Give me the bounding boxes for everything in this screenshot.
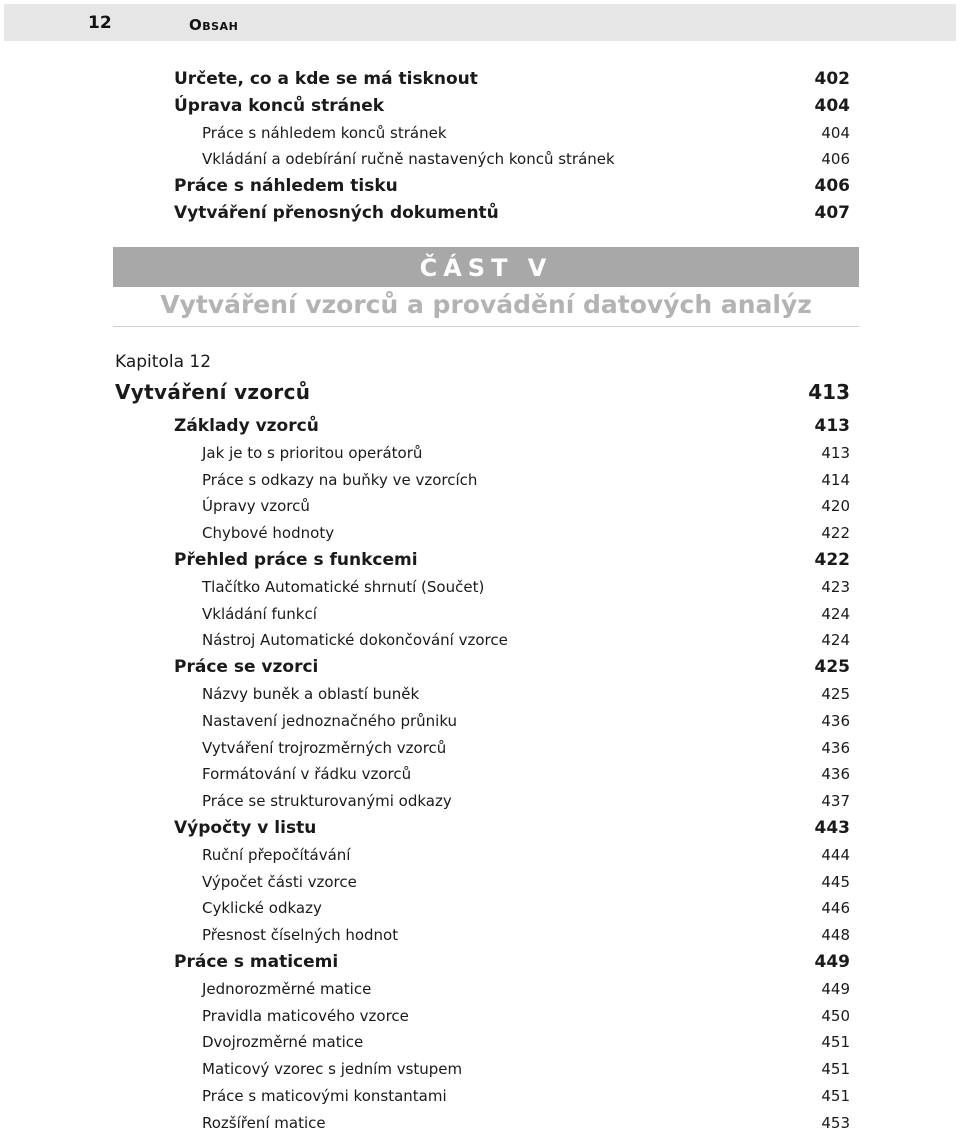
toc-entry-page: 406 (814, 176, 850, 197)
toc-entry (0, 575, 960, 601)
chapter-title: Vytváření vzorců (115, 380, 311, 404)
toc-entry-title: Úprava konců stránek (174, 95, 385, 116)
toc-entry-title: Výpočet části vzorce (202, 872, 357, 891)
toc-entry-page: 423 (821, 577, 850, 596)
toc-entry-page: 424 (821, 631, 850, 650)
toc-entry-title: Práce s náhledem tisku (174, 176, 398, 197)
toc-entry-title: Vkládání a odebírání ručně nastavených konců stránek (202, 150, 615, 169)
toc-entry-page: 446 (821, 899, 850, 918)
toc-entry-title: Vytváření přenosných dokumentů (174, 203, 499, 223)
toc-entry-page: 422 (814, 550, 850, 570)
toc-entry (0, 950, 960, 976)
toc-entry-title: Nástroj Automatické dokončování vzorce (202, 631, 508, 650)
toc-entry (0, 709, 960, 735)
toc-entry (0, 1111, 960, 1137)
toc-entry (0, 870, 960, 896)
toc-entry-title: Přehled práce s funkcemi (174, 550, 418, 570)
toc-entry-page: 443 (814, 818, 850, 838)
toc-entry (0, 1084, 960, 1110)
toc-entry-page: 414 (821, 470, 850, 489)
toc-entry (0, 1030, 960, 1056)
chapter-label: Kapitola 12 (115, 352, 212, 372)
toc-entry (0, 147, 960, 173)
toc-entry-page: 404 (814, 95, 850, 116)
toc-entry-title: Práce s maticovými konstantami (202, 1087, 447, 1105)
toc-entry (0, 816, 960, 842)
part-label: ČÁST V (419, 254, 553, 282)
toc-entry (0, 414, 960, 440)
toc-entry-title: Jak je to s prioritou operátorů (202, 443, 423, 462)
toc-entry-page: 407 (814, 203, 850, 223)
toc-entry-page: 451 (821, 1033, 850, 1052)
toc-entry-page: 425 (821, 685, 850, 703)
toc-entry (0, 1057, 960, 1083)
toc-entry-title: Ruční přepočítávání (202, 845, 351, 864)
toc-entry-page: 413 (821, 443, 850, 462)
toc-entry-page: 437 (821, 792, 850, 811)
toc-entry-page: 449 (814, 952, 850, 972)
toc-entry (0, 1004, 960, 1030)
toc-entry-title: Určete, co a kde se má tisknout (174, 69, 478, 89)
toc-entry (0, 628, 960, 654)
toc-entry-title: Práce s maticemi (174, 952, 339, 972)
toc-entry (0, 977, 960, 1003)
toc-entry (0, 762, 960, 788)
toc-entry-title: Maticový vzorec s jedním vstupem (202, 1060, 463, 1079)
toc-entry-page: 451 (821, 1087, 850, 1105)
toc-entry-page: 402 (814, 69, 850, 89)
toc-entry-title: Formátování v řádku vzorců (202, 765, 412, 784)
toc-entry-page: 436 (821, 738, 850, 757)
toc-entry-page: 424 (821, 604, 850, 623)
page-header (4, 4, 956, 41)
toc-entry-title: Práce se vzorci (174, 657, 319, 678)
toc-entry (0, 655, 960, 681)
toc-entry-title: Cyklické odkazy (202, 899, 322, 918)
toc-entry (0, 94, 960, 120)
toc-entry-title: Přesnost číselných hodnot (202, 926, 399, 945)
toc-entry-title: Vytváření trojrozměrných vzorců (202, 738, 447, 757)
toc-entry-page: 453 (821, 1113, 850, 1132)
toc-entry (0, 441, 960, 467)
toc-entry (0, 923, 960, 949)
toc-entry-title: Práce s náhledem konců stránek (202, 123, 447, 142)
toc-entry-page: 450 (821, 1006, 850, 1025)
toc-entry-page: 444 (821, 845, 850, 864)
toc-entry-title: Práce se strukturovanými odkazy (202, 792, 452, 811)
toc-entry (0, 736, 960, 762)
header-title: Obsah (189, 16, 239, 34)
toc-entry-page: 422 (821, 524, 850, 543)
toc-entry-page: 404 (821, 123, 850, 142)
toc-entry (0, 468, 960, 494)
toc-entry-page: 420 (821, 497, 850, 516)
toc-entry-page: 406 (821, 150, 850, 169)
toc-entry (0, 121, 960, 147)
toc-entry (0, 896, 960, 922)
toc-entry-title: Vkládání funkcí (202, 604, 317, 623)
toc-entry-page: 449 (821, 979, 850, 998)
toc-entry-title: Názvy buněk a oblastí buněk (202, 685, 420, 703)
toc-entry-title: Základy vzorců (174, 416, 319, 436)
toc-entry-title: Tlačítko Automatické shrnutí (Součet) (202, 577, 485, 596)
toc-entry (0, 521, 960, 547)
part-title: Vytváření vzorců a provádění datových analýz (160, 290, 812, 319)
chapter-heading (0, 378, 960, 408)
toc-entry-page: 425 (814, 657, 850, 678)
toc-entry-title: Pravidla maticového vzorce (202, 1006, 409, 1025)
chapter-page-number: 413 (808, 380, 850, 404)
toc-entry-page: 436 (821, 711, 850, 730)
toc-entry-title: Práce s odkazy na buňky ve vzorcích (202, 470, 478, 489)
toc-entry-title: Dvojrozměrné matice (202, 1033, 364, 1052)
toc-entry (0, 67, 960, 93)
toc-entry (0, 494, 960, 520)
toc-entry-page: 448 (821, 926, 850, 945)
toc-entry-page: 451 (821, 1060, 850, 1079)
toc-entry (0, 201, 960, 227)
toc-entry-title: Výpočty v listu (174, 818, 317, 838)
toc-entry (0, 602, 960, 628)
toc-entry (0, 548, 960, 574)
part-banner (113, 247, 859, 287)
toc-entry-page: 445 (821, 872, 850, 891)
toc-entry-title: Nastavení jednoznačného průniku (202, 711, 458, 730)
toc-entry-page: 436 (821, 765, 850, 784)
toc-entry (0, 843, 960, 869)
toc-entry-title: Chybové hodnoty (202, 524, 335, 543)
toc-entry (0, 789, 960, 815)
toc-entry (0, 174, 960, 200)
page-number: 12 (88, 13, 112, 33)
toc-entry-title: Rozšíření matice (202, 1113, 326, 1132)
toc-entry-title: Jednorozměrné matice (202, 979, 372, 998)
toc-entry-title: Úpravy vzorců (202, 497, 310, 516)
part-divider (113, 326, 859, 327)
toc-entry-page: 413 (814, 416, 850, 436)
toc-entry (0, 682, 960, 708)
